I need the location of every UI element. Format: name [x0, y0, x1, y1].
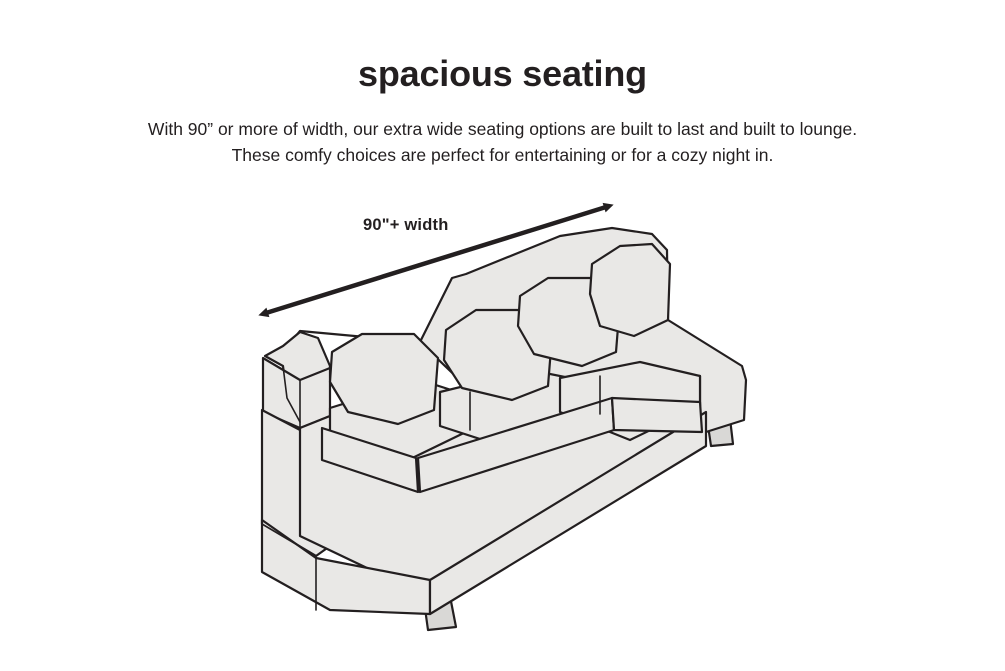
sofa-cushion-face-far-right [612, 398, 702, 432]
sofa-back-pillow-1 [330, 334, 438, 424]
sofa-svg [0, 180, 1005, 671]
sofa-body [262, 228, 746, 630]
page-title: spacious seating [358, 53, 647, 94]
sofa-illustration [0, 180, 1005, 671]
sofa-back-pillow-4 [590, 244, 670, 336]
width-dimension-label: 90"+ width [363, 216, 449, 234]
subtitle-block [0, 116, 1005, 168]
subtitle-line-1: With 90” or more of width, our extra wide seating options are built to last and built to lounge. [147, 119, 858, 139]
subtitle-line-2: These comfy choices are perfect for entertaining or for a cozy night in. [231, 145, 774, 165]
